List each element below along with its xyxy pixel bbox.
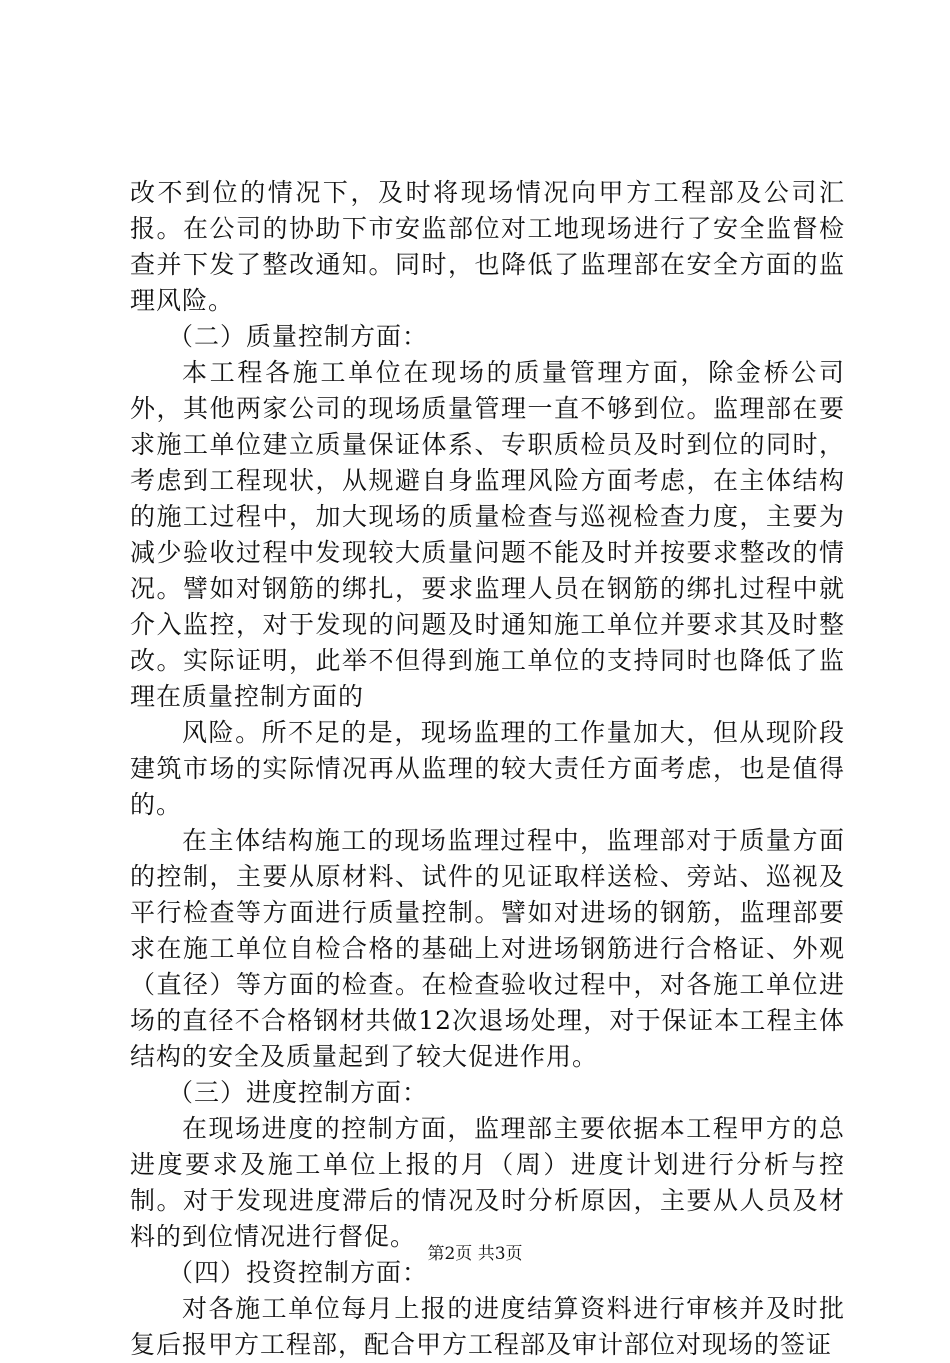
page-number-footer: 第2页 共3页 bbox=[427, 1244, 523, 1264]
section-heading-progress: （三）进度控制方面： bbox=[168, 1078, 429, 1107]
paragraph-progress-control: 在现场进度的控制方面，监理部主要依据本工程甲方的总进度要求及施工单位上报的月（周）进度计划进行分析与控制。对于发现进度滞后的情况及时分析原因，主要从人员及材料的到位情况进行督促。 bbox=[130, 1114, 845, 1251]
paragraph-continuation: 改不到位的情况下，及时将现场情况向甲方工程部及公司汇报。在公司的协助下市安监部位对工地现场进行了安全监督检查并下发了整改通知。同时，也降低了监理部在安全方面的监理风险。 bbox=[130, 178, 845, 315]
paragraph-quality-management: 本工程各施工单位在现场的质量管理方面，除金桥公司外，其他两家公司的现场质量管理一直不够到位。监理部在要求施工单位建立质量保证体系、专职质检员及时到位的同时，考虑到工程现状，从规避自身监理风险方面考虑，在主体结构的施工过程中，加大现场的质量检查与巡视检查力度，主要为减少验收过程中发现较大质量问题不能及时并按要求整改的情况。譬如对钢筋的绑扎，要求监理人员在钢筋的绑扎过程中就介入监控，对于发现的问题及时通知施工单位并要求其及时整改。实际证明，此举不但得到施工单位的支持同时也降低了监理在质量控制方面的 bbox=[130, 358, 845, 711]
section-heading-investment: （四）投资控制方面： bbox=[168, 1258, 429, 1287]
paragraph-investment-control: 对各施工单位每月上报的进度结算资料进行审核并及时批复后报甲方工程部，配合甲方工程部及审计部位对现场的签证 bbox=[130, 1294, 845, 1359]
section-heading-quality: （二）质量控制方面： bbox=[168, 322, 429, 351]
paragraph-quality-control: 在主体结构施工的现场监理过程中，监理部对于质量方面的控制，主要从原材料、试件的见证取样送检、旁站、巡视及平行检查等方面进行质量控制。譬如对进场的钢筋，监理部要求在施工单位自检合格的基础上对进场钢筋进行合格证、外观（直径）等方面的检查。在检查验收过程中，对各施工单位进场的直径不合格钢材共做12次退场处理，对于保证本工程主体结构的安全及质量起到了较大促进作用。 bbox=[130, 826, 845, 1071]
document-body bbox=[130, 175, 845, 1363]
paragraph-risk: 风险。所不足的是，现场监理的工作量加大，但从现阶段建筑市场的实际情况再从监理的较大责任方面考虑，也是值得的。 bbox=[130, 718, 845, 819]
